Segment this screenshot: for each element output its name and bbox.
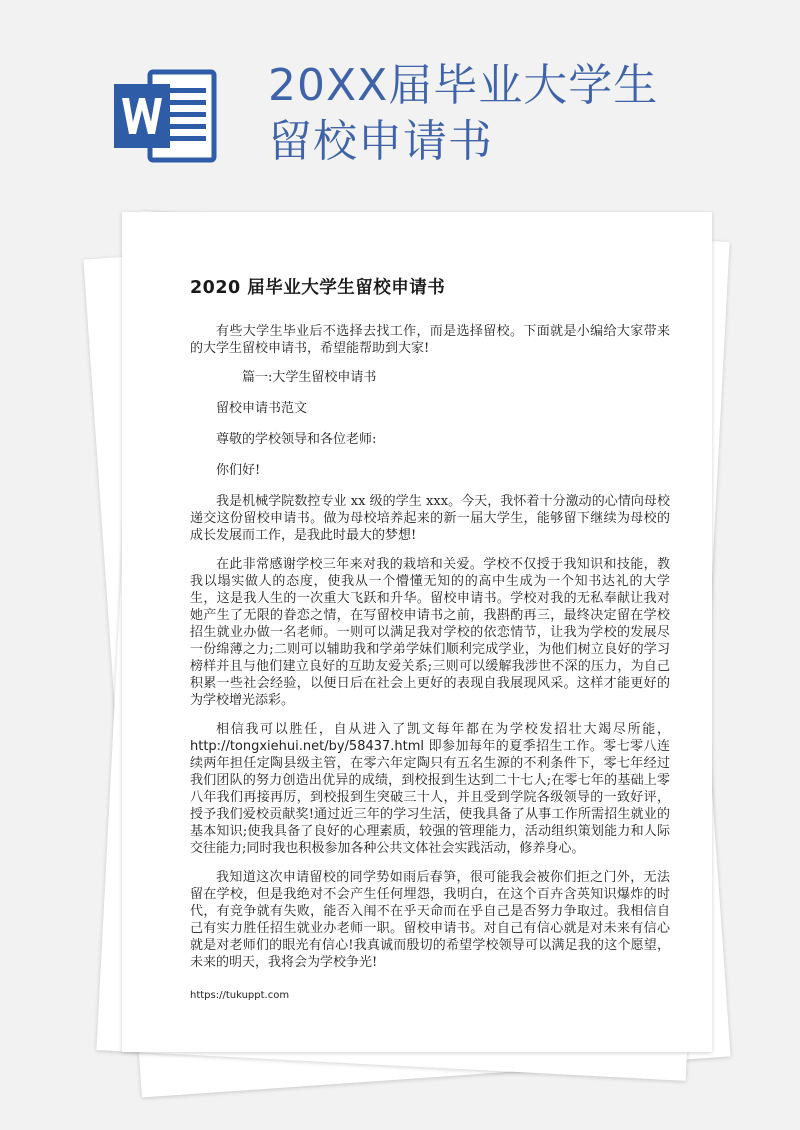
salutation: 尊敬的学校领导和各位老师: [216, 432, 377, 447]
document-body [190, 280, 670, 1004]
paragraph-3-link[interactable]: http://tongxiehui.net/by/58437.html [190, 739, 425, 754]
paragraph-2: 在此非常感谢学校三年来对我的栽培和关爱。学校不仅授于我知识和技能，教我以塌实做人的态度，使我从一个懵懂无知的的高中生成为一个知书达礼的大学生，这是我人生的一次重大飞跃和升华。留校申请书。学校对我的无私奉献让我对她产生了无限的眷恋之情，在写留校申请书之前，我斟酌再三，最终决定留在学校招生就业办做一名老师。一则可以满足我对学校的依恋情节，让我为学校的发展尽一份绵薄之力;二则可以辅助我和学弟学妹们顺利完成学业，为他们树立良好的学习榜样并且与他们建立良好的互助友爱关系;三则可以缓解我涉世不深的压力，为自己积累一些社会经验，以便日后在社会上更好的表现自我展现风采。这样才能更好的为学校增光添彩。 [190, 557, 670, 708]
subtitle: 留校申请书范文 [216, 401, 308, 416]
promo-title [268, 58, 728, 170]
paragraph-3-lead: 相信我可以胜任，自从进入了凯文每年都在为学校发招壮大竭尽所能， [216, 722, 670, 737]
greeting: 你们好! [216, 463, 261, 478]
paragraph-3-rest: 即参加每年的夏季招生工作。零七零八连续两年担任定陶县级主管，在零六年定陶只有五名生源的不利条件下，零七年经过我们团队的努力创造出优异的成绩，到校报到生达到二十七人;在零七年的基础上零八年我们再接再厉，到校报到生突破三十人，并且受到学院各级领导的一致好评，授予我们爱校贡献奖!通过近三年的学习生活，使我具备了从事工作所需招生就业的基本知识;使我具备了良好的心理素质，较强的管理能力，活动组织策划能力和人际交往能力;同时我也积极参加各种公共文体社会实践活动，修养身心。 [190, 739, 670, 856]
section-heading: 篇一:大学生留校申请书 [242, 370, 377, 385]
footer-url[interactable]: https://tukuppt.com [190, 990, 290, 1001]
paragraph-3 [190, 721, 670, 857]
document-title: 2020 届毕业大学生留校申请书 [190, 278, 446, 298]
promo-title-line1: 20XX届毕业大学生 [268, 60, 659, 111]
promo-title-line2: 留校申请书 [268, 116, 493, 167]
word-document-icon [112, 66, 218, 166]
paragraph-4: 我知道这次申请留校的同学势如雨后春笋，很可能我会被你们拒之门外，无法留在学校，但是我绝对不会产生任何埋怨，我明白，在这个百卉含英知识爆炸的时代，有竞争就有失败，能否入闱不在乎天命而在乎自己是否努力争取过。我相信自己有实力胜任招生就业办老师一职。留校申请书。对自己有信心就是对未来有信心就是对老师们的眼光有信心!我真诚而殷切的希望学校领导可以满足我的这个愿望，未来的明天，我将会为学校争光! [190, 870, 670, 970]
intro-paragraph: 有些大学生毕业后不选择去找工作，而是选择留校。下面就是小编给大家带来的大学生留校申请书，希望能帮助到大家! [190, 324, 670, 356]
paragraph-1: 我是机械学院数控专业 xx 级的学生 xxx。今天，我怀着十分激动的心情向母校递交这份留校申请书。做为母校培养起来的新一届大学生，能够留下继续为母校的成长发展而工作，是我此时最大的梦想! [190, 494, 670, 543]
